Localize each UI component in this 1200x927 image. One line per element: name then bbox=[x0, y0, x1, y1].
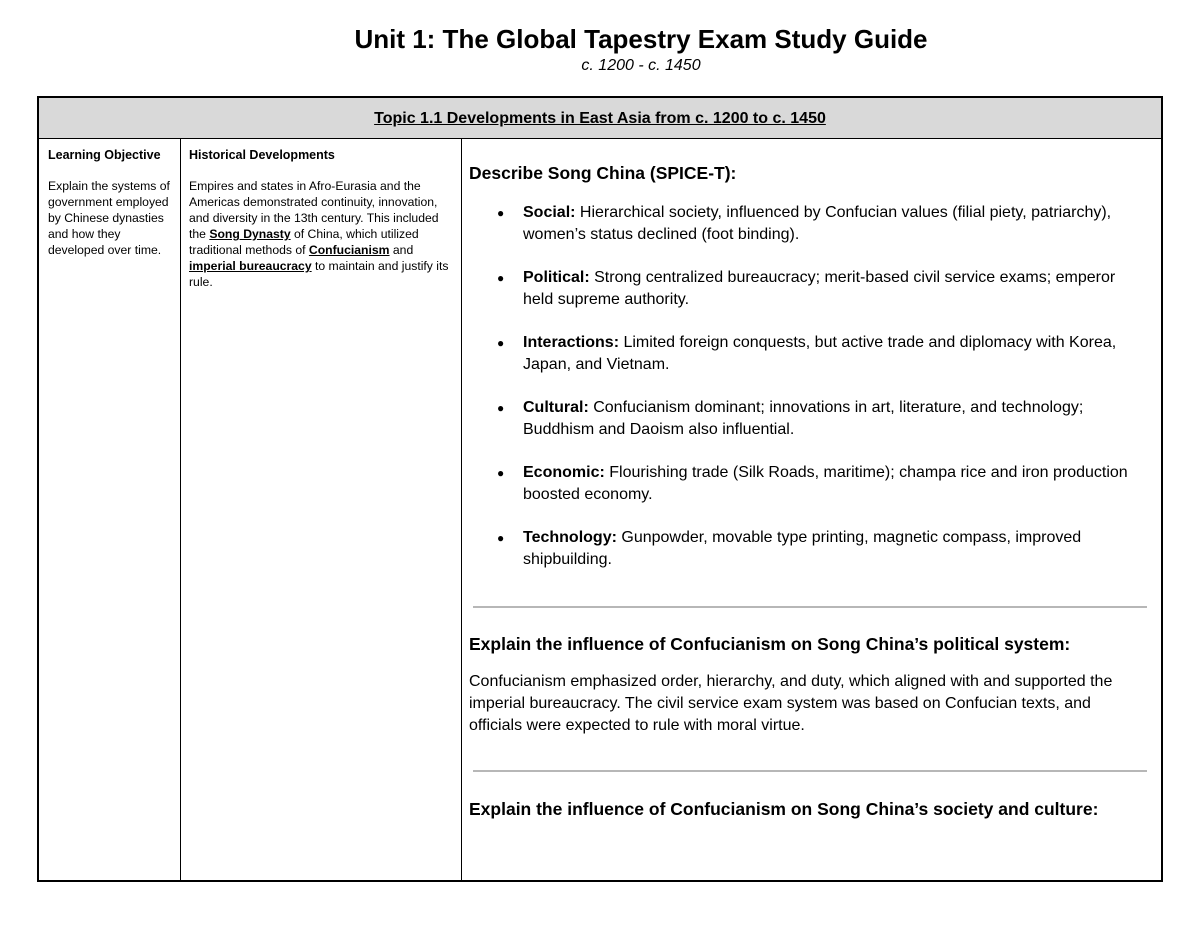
question-society-culture: Explain the influence of Confucianism on Song China’s society and culture: bbox=[469, 799, 1099, 819]
list-item-technology bbox=[523, 527, 1147, 571]
historical-developments-text bbox=[189, 178, 455, 290]
term-imperial-bureaucracy: imperial bureaucracy bbox=[189, 259, 312, 273]
term-song-dynasty: Song Dynasty bbox=[209, 227, 291, 241]
topic-heading: Topic 1.1 Developments in East Asia from c. 1200 to c. 1450 bbox=[39, 98, 1161, 139]
list-item-cultural bbox=[523, 397, 1147, 441]
learning-objective-heading: Learning Objective bbox=[48, 148, 161, 162]
study-guide-table bbox=[37, 96, 1163, 882]
hd-text-4: to maintain and justify its rule. bbox=[189, 259, 449, 289]
list-item-social bbox=[523, 202, 1147, 246]
section-divider bbox=[473, 770, 1147, 772]
spice-text: Flourishing trade (Silk Roads, maritime); champa rice and iron production boosted economy. bbox=[523, 464, 1128, 503]
spice-label: Interactions: bbox=[523, 334, 620, 351]
list-item-interactions bbox=[523, 332, 1147, 376]
table-body bbox=[39, 139, 1161, 880]
spice-label: Technology: bbox=[523, 529, 617, 546]
term-confucianism: Confucianism bbox=[308, 243, 390, 257]
question-political-system: Explain the influence of Confucianism on Song China’s political system: bbox=[469, 634, 1071, 654]
spice-text: Gunpowder, movable type printing, magnetic compass, improved shipbuilding. bbox=[523, 529, 1082, 568]
response-column bbox=[462, 139, 1161, 880]
spice-label: Economic: bbox=[523, 464, 605, 481]
list-item-political bbox=[523, 267, 1147, 311]
question-spice: Describe Song China (SPICE-T): bbox=[469, 163, 737, 183]
section-divider bbox=[473, 606, 1147, 608]
spice-text: Hierarchical society, influenced by Confucian values (filial piety, patriarchy), women’s status declined (foot binding). bbox=[523, 204, 1112, 243]
spice-text: Confucianism dominant; innovations in art, literature, and technology; Buddhism and Daoism also influential. bbox=[523, 399, 1084, 438]
hd-text-3: and bbox=[389, 243, 414, 257]
learning-objective-column bbox=[39, 139, 181, 880]
hd-text-1: Empires and states in Afro-Eurasia and the Americas demonstrated continuity, innovation, and diversity in the 13th century. This included the bbox=[189, 179, 439, 241]
document-title: Unit 1: The Global Tapestry Exam Study Guide bbox=[354, 24, 928, 54]
learning-objective-text: Explain the systems of government employed by Chinese dynasties and how they developed over time. bbox=[48, 179, 170, 257]
spice-list bbox=[469, 202, 1147, 571]
spice-text: Strong centralized bureaucracy; merit-based civil service exams; emperor held supreme authority. bbox=[523, 269, 1116, 308]
answer-political-system: Confucianism emphasized order, hierarchy, and duty, which aligned with and supported the imperial bureaucracy. The civil service exam system was based on Confucian texts, and officials were expected to rule with moral virtue. bbox=[469, 673, 1113, 734]
spice-label: Social: bbox=[523, 204, 576, 221]
document-subtitle: c. 1200 - c. 1450 bbox=[581, 57, 701, 74]
historical-developments-column bbox=[181, 139, 462, 880]
spice-label: Cultural: bbox=[523, 399, 589, 416]
list-item-economic bbox=[523, 462, 1147, 506]
spice-label: Political: bbox=[523, 269, 590, 286]
spice-text: Limited foreign conquests, but active trade and diplomacy with Korea, Japan, and Vietnam. bbox=[523, 334, 1117, 373]
historical-developments-heading: Historical Developments bbox=[189, 148, 335, 162]
hd-text-2: of China, which utilized traditional methods of bbox=[189, 227, 419, 257]
